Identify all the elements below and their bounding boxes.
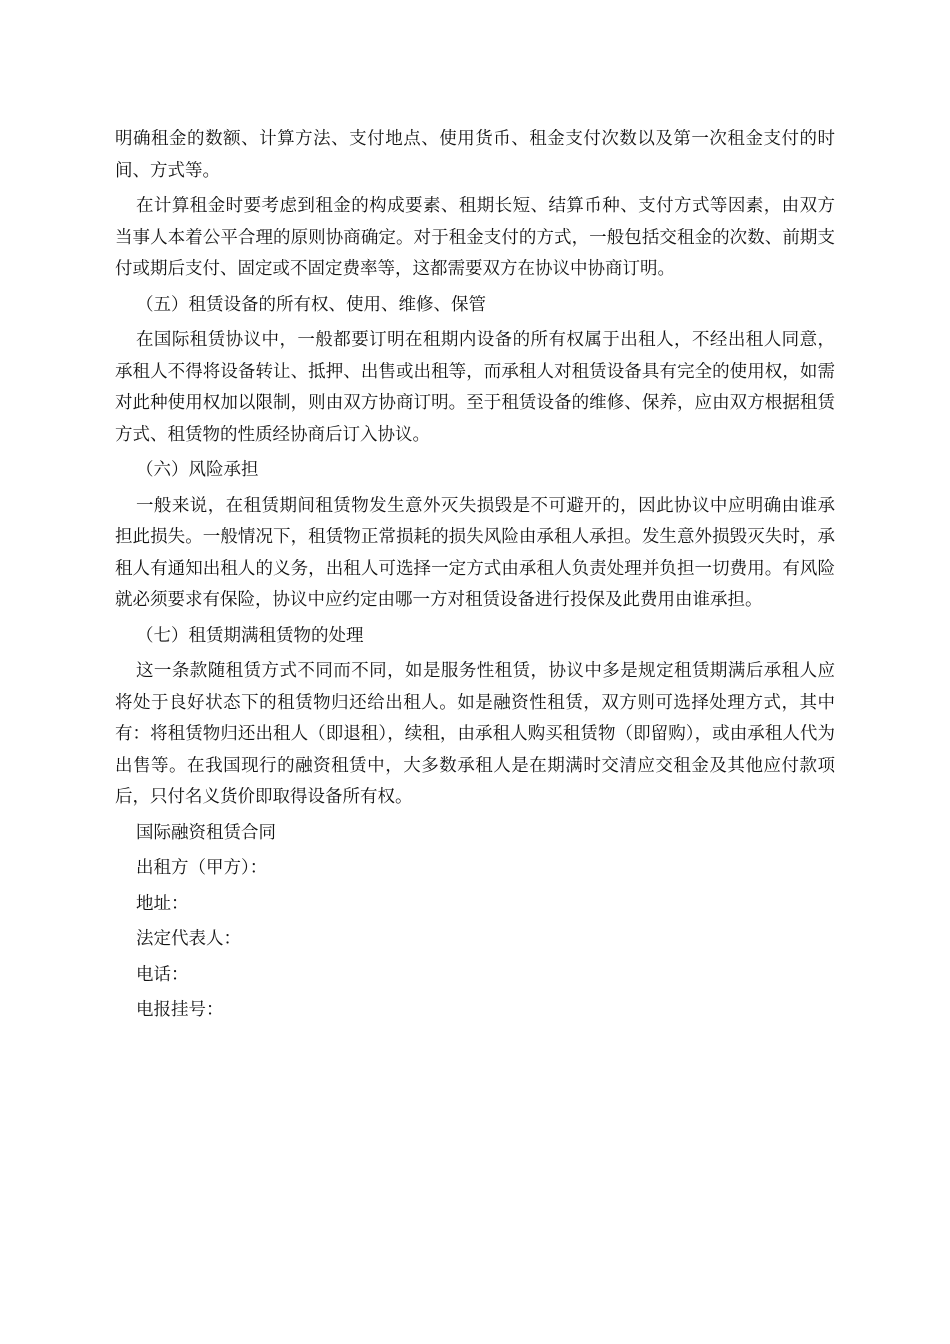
contract-title: 国际融资租赁合同 [136, 822, 276, 843]
field-telegraph: 电报挂号： [136, 1000, 224, 1020]
field-address: 地址： [136, 893, 189, 914]
field-lessor: 出租方（甲方）： [136, 858, 268, 878]
paragraph-risk: 一般来说，在租赁期间租赁物发生意外灭失损毁是不可避开的，因此协议中应明确由谁承担此损失。一般情况下，租赁物正常损耗的损失风险由承租人承担。发生意外损毁灭失时，承租人有通知出租人的义务，出租人可选择一定方式由承租人负责处理并负担一切费用。有风险就必须要求有保险，协议中应约定由哪一方对租赁设备进行投保及此费用由谁承担。 [115, 495, 835, 610]
section-heading-expiry: （七）租赁期满租赁物的处理 [136, 625, 364, 646]
paragraph-rent-calculation: 在计算租金时要考虑到租金的构成要素、租期长短、结算币种、支付方式等因素，由双方当事人本着公平合理的原则协商确定。对于租金支付的方式，一般包括交租金的次数、前期支付或期后支付、固定或不固定费率等，这都需要双方在协议中协商订明。 [115, 196, 835, 279]
section-heading-ownership: （五）租赁设备的所有权、使用、维修、保管 [136, 294, 486, 315]
field-phone: 电话： [136, 964, 189, 985]
paragraph-ownership: 在国际租赁协议中，一般都要订明在租期内设备的所有权属于出租人，不经出租人同意，承租人不得将设备转让、抵押、出售或出租等，而承租人对租赁设备具有完全的使用权，如需对此种使用权加以限制，则由双方协商订明。至于租赁设备的维修、保养，应由双方根据租赁方式、租赁物的性质经协商后订入协议。 [115, 330, 835, 445]
paragraph-expiry: 这一条款随租赁方式不同而不同，如是服务性租赁，协议中多是规定租赁期满后承租人应将处于良好状态下的租赁物归还给出租人。如是融资性租赁，双方则可选择处理方式，其中有：将租赁物归还出租人（即退租），续租，由承租人购买租赁物（即留购），或由承租人代为出售等。在我国现行的融资租赁中，大多数承租人是在期满时交清应交租金及其他应付款项后，只付名义货价即取得设备所有权。 [115, 661, 835, 807]
field-legal-representative: 法定代表人： [136, 929, 241, 949]
section-heading-risk: （六）风险承担 [136, 460, 259, 480]
paragraph-rent-terms: 明确租金的数额、计算方法、支付地点、使用货币、租金支付次数以及第一次租金支付的时间、方式等。 [115, 129, 835, 181]
document-body [115, 124, 835, 1031]
